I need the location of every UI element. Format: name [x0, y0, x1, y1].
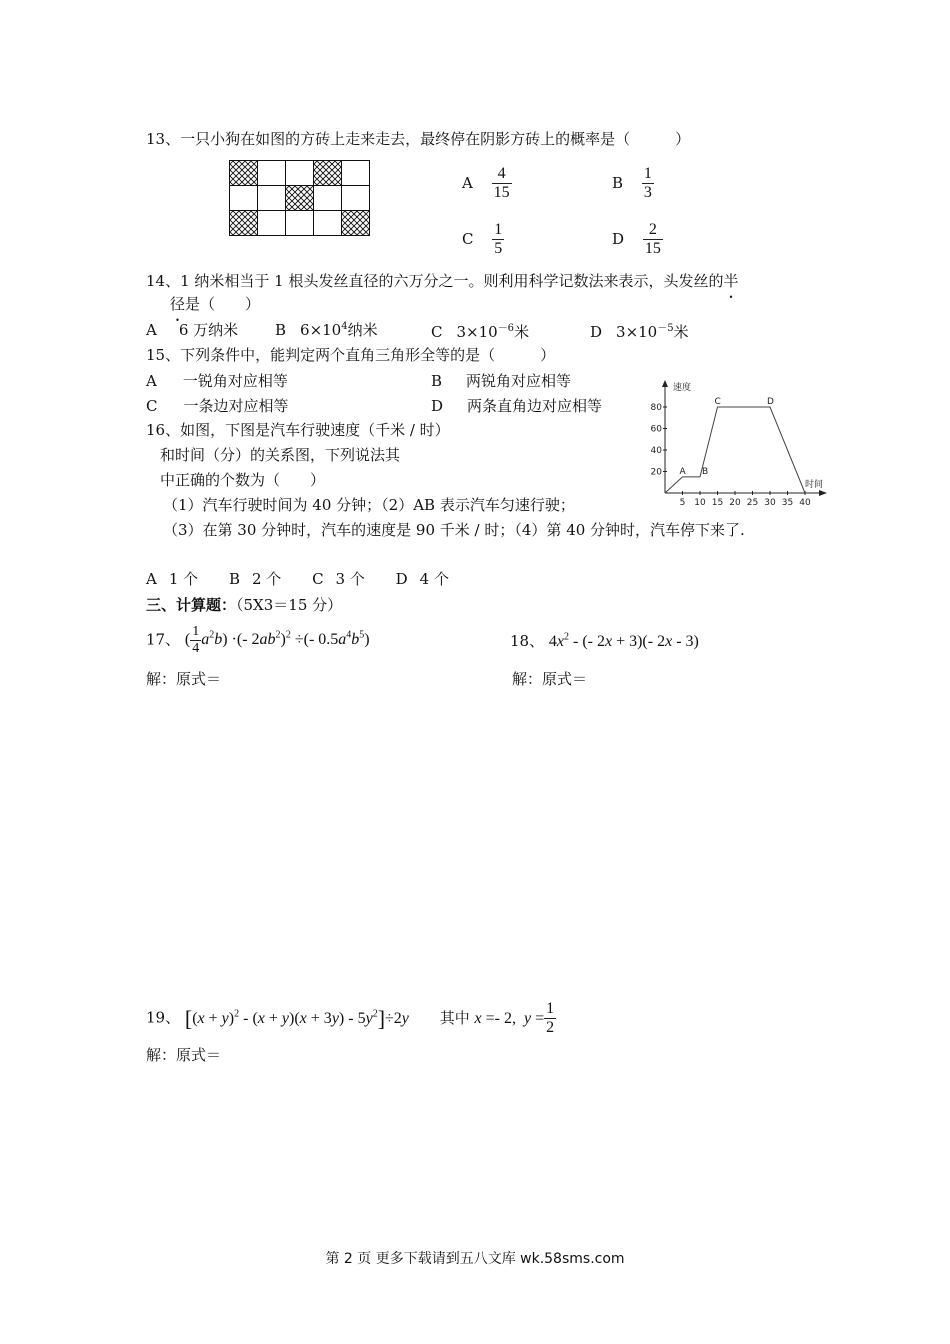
shaded-tile — [314, 161, 342, 186]
plain-tile — [258, 186, 286, 211]
plain-tile — [286, 161, 314, 186]
point-label: C — [714, 397, 721, 407]
y-tick-label: 40 — [650, 446, 662, 456]
x-tick-label: 15 — [711, 498, 724, 508]
x-tick-label: 20 — [729, 498, 741, 508]
condition-expression: x =- 2, y = $\frac{1}{2}$ — [474, 1000, 555, 1037]
q19-expression: 19、 $[(x + y)^2 - (x + y)(x + 3y) - 5y^2]\div 2y$ 其中 x =- 2, y = $\frac{1}{2}$ — [146, 1000, 555, 1037]
math-expression: $4x^2$ - (- 2x + 3)(- 2x - 3) — [548, 631, 699, 650]
fraction: $\frac{1}{3}$ — [643, 165, 652, 202]
section-3-title: 三、计算题：（5X3＝15 分） — [146, 596, 343, 614]
q16-line3: 中正确的个数为（ ） — [160, 471, 326, 489]
point-label: A — [679, 466, 686, 477]
q15-option-c: C 一条边对应相等 — [146, 397, 289, 415]
shaded-tile — [342, 211, 370, 236]
q16-options: A 1 个 B 2 个 C 3 个 D 4 个 — [146, 570, 449, 588]
y-tick-label: 20 — [650, 467, 662, 478]
q14-option-c: C $3\times 10^{-6}$米 — [431, 323, 530, 341]
x-tick-label: 30 — [764, 498, 776, 508]
y-axis-label: 速度 — [673, 383, 692, 393]
speed-line — [665, 407, 805, 493]
q13-option-b — [612, 165, 654, 203]
point-label: D — [767, 397, 774, 407]
q18-answer-label: 解：原式＝ — [512, 670, 588, 688]
plain-tile — [258, 211, 286, 236]
y-tick-label: 60 — [650, 424, 662, 435]
x-tick-label: 40 — [799, 498, 811, 508]
x-axis-arrow — [819, 490, 827, 496]
option-letter: D — [612, 229, 625, 248]
option-letter: A — [462, 173, 473, 192]
q14-stem-line2: 径是（ ） — [170, 295, 261, 313]
q16-line2: 和时间（分）的关系图，下列说法其 — [160, 446, 401, 464]
page-footer: 第 2 页 更多下载请到五八文库 wk.58sms.com — [325, 1251, 625, 1267]
q13-option-a — [462, 165, 512, 203]
fraction: $\frac{4}{15}$ — [493, 165, 510, 202]
q13-option-d — [612, 221, 663, 259]
q15-stem: 15、下列条件中，能判定两个直角三角形全等的是（ ） — [146, 346, 556, 364]
q14-option-a: A 6 万纳米 — [146, 321, 239, 339]
plain-tile — [314, 211, 342, 236]
q14-stem-line1: 14、1 纳米相当于 1 根头发丝直径的六万分之一。则利用科学记数法来表示，头发丝的半 — [146, 272, 739, 290]
plain-tile — [342, 161, 370, 186]
q18-expression: 18、 $4x^2$ - (- 2x + 3)(- 2x - 3) — [510, 631, 699, 650]
q13-option-c — [462, 221, 504, 259]
option-letter: C — [462, 229, 474, 248]
q15-option-d: D 两条直角边对应相等 — [431, 397, 603, 415]
q15-option-b: B 两锐角对应相等 — [431, 372, 572, 390]
speed-time-chart — [645, 375, 835, 515]
plain-tile — [342, 186, 370, 211]
y-tick-label: 80 — [650, 403, 662, 413]
plain-tile — [258, 161, 286, 186]
q16-line1: 16、如图，下图是汽车行驶速度（千米 / 时） — [146, 421, 450, 439]
plain-tile — [314, 186, 342, 211]
q19-answer-label: 解：原式＝ — [146, 1046, 222, 1064]
q13-stem: 13、一只小狗在如图的方砖上走来走去，最终停在阴影方砖上的概率是（ ） — [146, 130, 691, 148]
q16-line5: （3）在第 30 分钟时，汽车的速度是 90 千米 / 时；（4）第 40 分钟时，汽车停下来了. — [163, 521, 745, 539]
q14-option-d: D $3\times 10^{-5}$米 — [590, 323, 689, 341]
plain-tile — [230, 186, 258, 211]
shaded-tile — [230, 161, 258, 186]
x-axis-label: 时间 — [805, 480, 824, 490]
shaded-tile — [230, 211, 258, 236]
y-axis-arrow — [662, 380, 668, 387]
fraction: $\frac{1}{5}$ — [494, 221, 503, 258]
q16-line4: （1）汽车行驶时间为 40 分钟；（2）AB 表示汽车匀速行驶； — [163, 496, 575, 514]
point-label: B — [702, 466, 709, 477]
x-tick-label: 25 — [746, 498, 759, 508]
q14-option-b: B $6\times 10^4$纳米 — [275, 321, 378, 339]
q15-option-a: A 一锐角对应相等 — [146, 372, 288, 390]
math-expression: $[(x + y)^2 - (x + y)(x + 3y) - 5y^2]\div 2y$ — [184, 1005, 409, 1031]
q17-expression: 17、 ( $\frac{1}{4}$ $a^2b$) ·(- $2ab^2)^2$ ÷(- $0.5a^4b^5$) — [146, 624, 370, 657]
shaded-tile — [286, 186, 314, 211]
x-tick-label: 35 — [781, 498, 794, 508]
plain-tile — [286, 211, 314, 236]
option-letter: B — [612, 173, 624, 192]
q17-answer-label: 解：原式＝ — [146, 670, 222, 688]
x-tick-label: 10 — [694, 498, 706, 508]
tile-grid-figure — [229, 160, 370, 236]
fraction: $\frac{2}{15}$ — [644, 221, 661, 258]
x-tick-label: 5 — [679, 498, 686, 508]
math-expression: ( $\frac{1}{4}$ $a^2b$) ·(- $2ab^2)^2$ ÷(- $0.5a^4b^5$) — [184, 624, 370, 657]
